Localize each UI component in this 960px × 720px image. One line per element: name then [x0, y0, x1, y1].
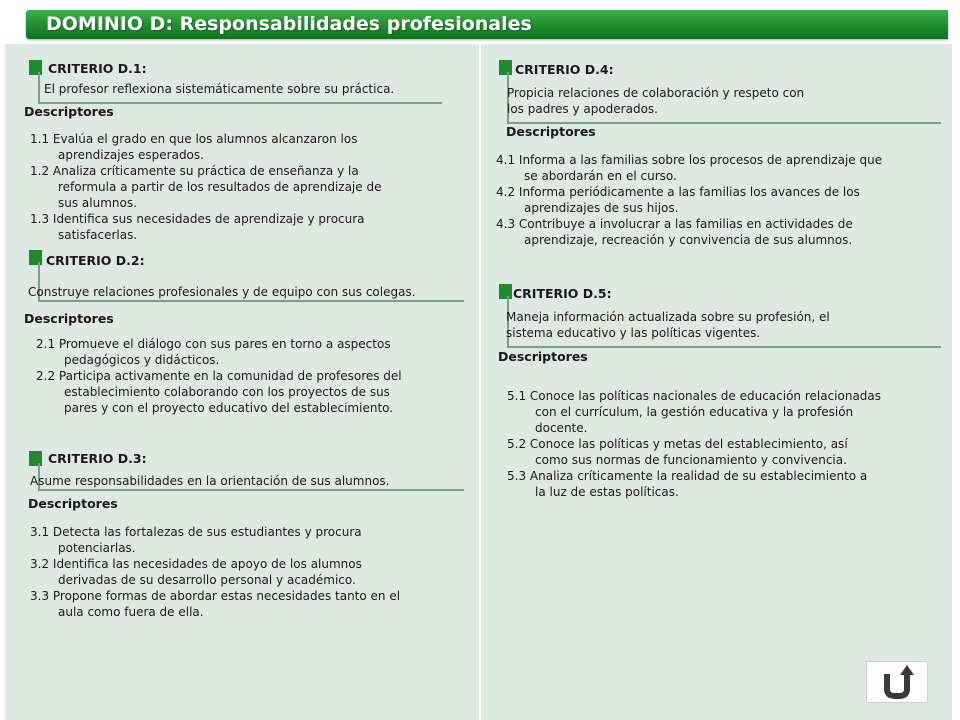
- descriptores-heading: Descriptores: [24, 311, 114, 326]
- statement-line: Maneja información actualizada sobre su profesión, el: [506, 310, 830, 324]
- descriptor-line: 1.1 Evalúa el grado en que los alumnos alcanzaron los: [30, 132, 358, 146]
- descriptores-heading: Descriptores: [506, 124, 596, 139]
- descriptor-list-d2: [36, 336, 402, 416]
- criterio-d1-statement: El profesor reflexiona sistemáticamente sobre su práctica.: [44, 82, 395, 96]
- descriptor-list-d1: [30, 131, 381, 243]
- descriptor-line: pedagógicos y didácticos.: [64, 353, 220, 367]
- statement-line: Propicia relaciones de colaboración y respeto con: [507, 86, 805, 100]
- descriptor-line: aprendizajes esperados.: [58, 148, 204, 162]
- descriptores-heading: Descriptores: [498, 349, 588, 364]
- descriptor-list-d3: [30, 524, 400, 620]
- descriptor-line: pares y con el proyecto educativo del establecimiento.: [64, 401, 394, 415]
- page-title: DOMINIO D: Responsabilidades profesionales: [46, 13, 532, 35]
- descriptores-heading: Descriptores: [28, 496, 118, 511]
- descriptor-line: 4.1 Informa a las familias sobre los procesos de aprendizaje que: [496, 153, 883, 167]
- criterio-d2-statement: Construye relaciones profesionales y de equipo con sus colegas.: [28, 285, 416, 299]
- statement-line: sistema educativo y las políticas vigentes.: [506, 326, 761, 340]
- descriptor-line: satisfacerlas.: [58, 228, 138, 242]
- descriptor-line: aprendizajes de sus hijos.: [524, 201, 679, 215]
- descriptor-line: aprendizaje, recreación y convivencia de sus alumnos.: [524, 233, 853, 247]
- descriptor-line: 5.1 Conoce las políticas nacionales de educación relacionadas: [507, 389, 882, 403]
- descriptor-line: 3.1 Detecta las fortalezas de sus estudiantes y procura: [30, 525, 362, 539]
- descriptor-line: aula como fuera de ella.: [58, 605, 204, 619]
- statement-line: los padres y apoderados.: [507, 102, 658, 116]
- descriptor-line: 3.2 Identifica las necesidades de apoyo de los alumnos: [30, 557, 362, 571]
- criterio-d3-label: CRITERIO D.3:: [48, 451, 147, 466]
- descriptor-line: como sus normas de funcionamiento y convivencia.: [535, 453, 847, 467]
- criterio-d1-label: CRITERIO D.1:: [48, 61, 147, 76]
- descriptor-line: la luz de estas políticas.: [535, 485, 679, 499]
- descriptor-line: reformula a partir de los resultados de aprendizaje de: [58, 180, 382, 194]
- return-button[interactable]: [866, 661, 928, 703]
- descriptor-line: 3.3 Propone formas de abordar estas necesidades tanto en el: [30, 589, 401, 603]
- criterio-d5-statement: [506, 309, 830, 341]
- descriptor-line: se abordarán en el curso.: [524, 169, 677, 183]
- descriptor-list-d4: [496, 152, 882, 248]
- descriptor-line: 4.3 Contribuye a involucrar a las familias en actividades de: [496, 217, 853, 231]
- return-arrow-icon: [867, 662, 927, 702]
- criterio-d3-statement: Asume responsabilidades en la orientación de sus alumnos.: [30, 474, 390, 488]
- descriptor-line: sus alumnos.: [58, 196, 137, 210]
- descriptor-line: 1.3 Identifica sus necesidades de aprendizaje y procura: [30, 212, 365, 226]
- descriptor-line: con el currículum, la gestión educativa y la profesión: [535, 405, 854, 419]
- right-panel: [481, 44, 952, 720]
- descriptor-list-d5: [507, 388, 881, 500]
- descriptor-line: 2.2 Participa activamente en la comunidad de profesores del: [36, 369, 402, 383]
- descriptor-line: derivadas de su desarrollo personal y académico.: [58, 573, 356, 587]
- descriptor-line: establecimiento colaborando con los proyectos de sus: [64, 385, 390, 399]
- criterio-d4-statement: [507, 85, 804, 117]
- descriptor-line: 4.2 Informa periódicamente a las familias los avances de los: [496, 185, 860, 199]
- criterio-d4-label: CRITERIO D.4:: [515, 62, 614, 77]
- criterio-d2-label: CRITERIO D.2:: [46, 253, 145, 268]
- descriptor-line: potenciarlas.: [58, 541, 136, 555]
- descriptor-line: docente.: [535, 421, 588, 435]
- descriptor-line: 2.1 Promueve el diálogo con sus pares en torno a aspectos: [36, 337, 391, 351]
- descriptor-line: 5.3 Analiza críticamente la realidad de su establecimiento a: [507, 469, 868, 483]
- descriptores-heading: Descriptores: [24, 104, 114, 119]
- descriptor-line: 5.2 Conoce las políticas y metas del establecimiento, así: [507, 437, 848, 451]
- criterio-d5-label: CRITERIO D.5:: [513, 286, 612, 301]
- descriptor-line: 1.2 Analiza críticamente su práctica de enseñanza y la: [30, 164, 359, 178]
